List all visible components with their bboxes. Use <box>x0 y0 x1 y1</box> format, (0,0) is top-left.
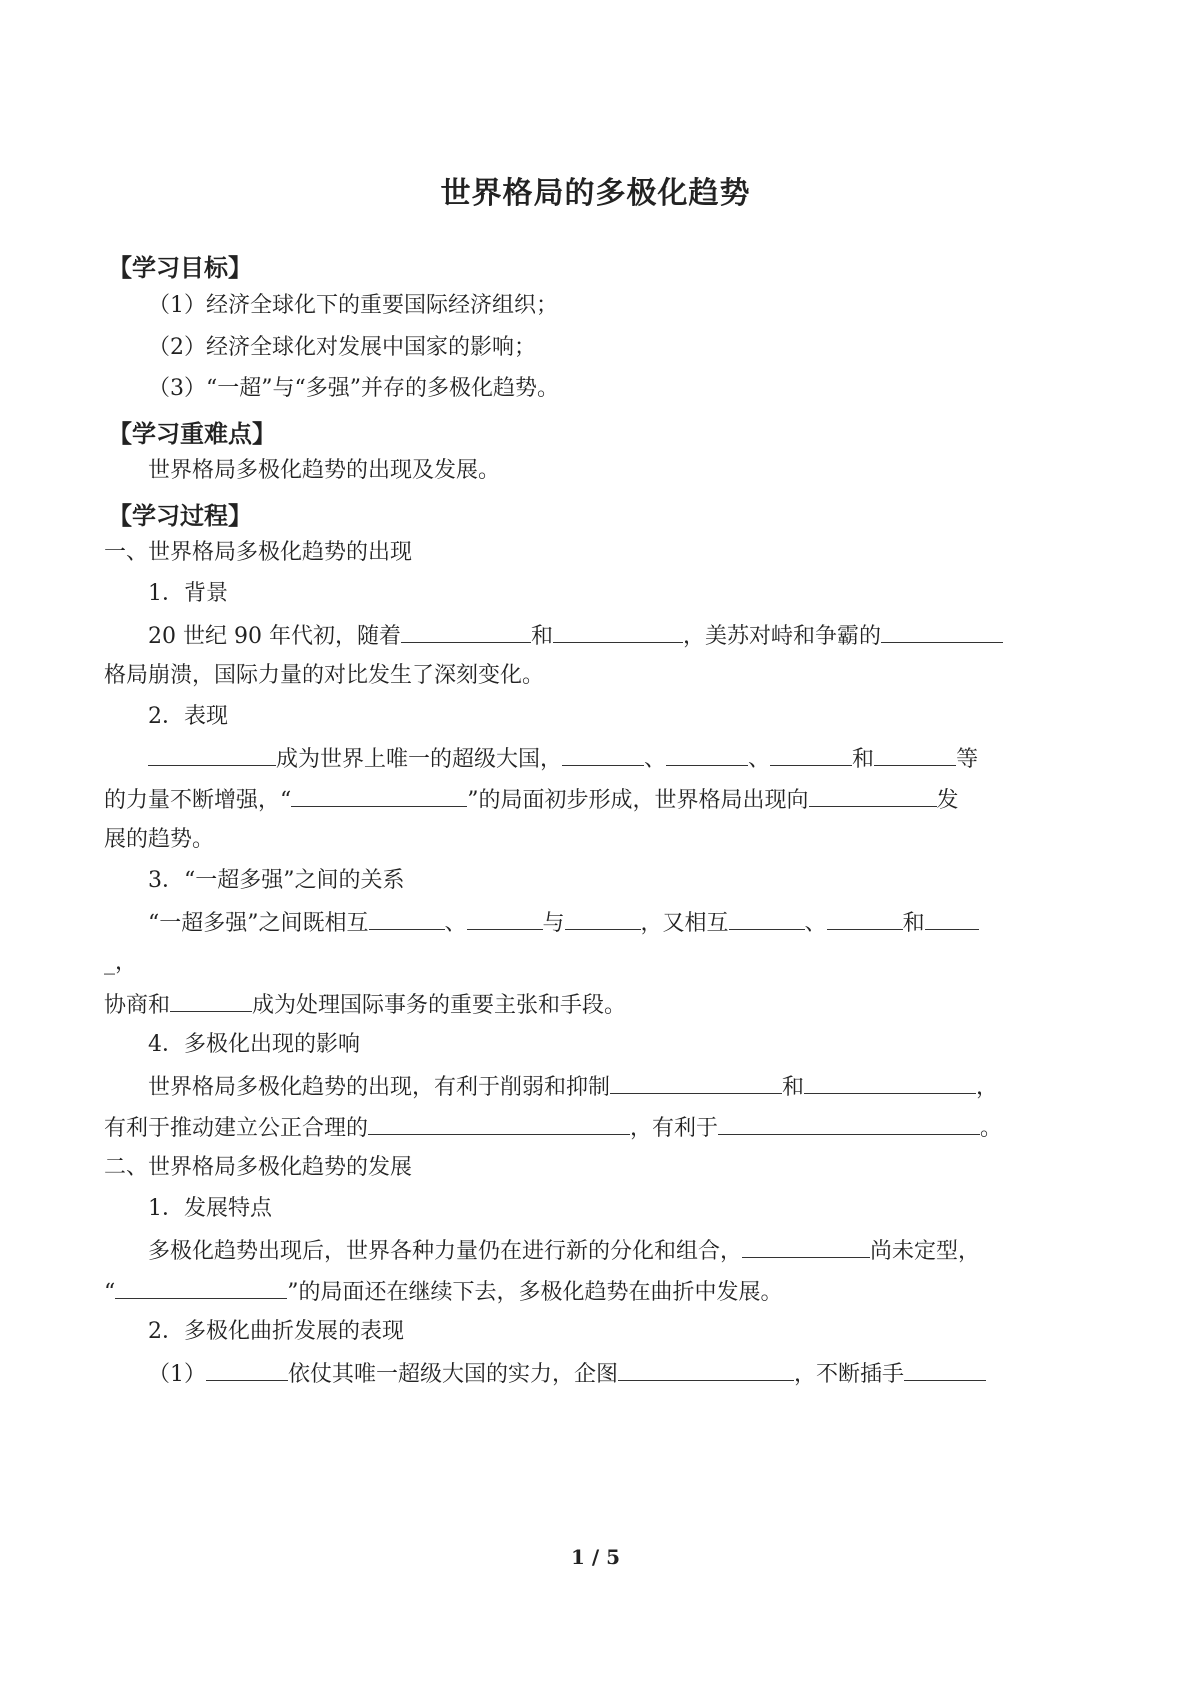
part1-title: 一、世界格局多极化趋势的出现 <box>104 540 413 565</box>
text-segment: 和 <box>852 747 875 772</box>
fill-blank[interactable] <box>369 907 445 930</box>
fill-blank[interactable] <box>148 743 276 766</box>
part1-s2-title: 2．表现 <box>148 704 228 729</box>
text-segment: ，不断插手 <box>794 1362 905 1387</box>
process-heading: 【学习过程】 <box>108 502 252 530</box>
text-segment: 与 <box>542 911 565 936</box>
text-segment: ，又相互 <box>640 911 729 936</box>
text-segment: 等 <box>956 747 979 772</box>
fill-blank[interactable] <box>467 907 543 930</box>
part1-s1-title: 1．背景 <box>148 581 228 606</box>
fill-blank[interactable] <box>874 743 956 766</box>
current-page: 1 <box>570 1545 585 1569</box>
part1-s4-paragraph-cont <box>104 1112 1002 1144</box>
text-segment: 20 世纪 90 年代初，随着 <box>148 624 401 649</box>
text-segment: 发 <box>936 788 959 813</box>
text-segment: 协商和 <box>104 993 171 1018</box>
fill-blank[interactable] <box>618 1358 794 1381</box>
fill-blank[interactable] <box>401 620 531 643</box>
fill-blank[interactable] <box>553 620 683 643</box>
text-segment: 依仗其唯一超级大国的实力，企图 <box>288 1362 619 1387</box>
part1-s3-wrap: _， <box>104 950 138 975</box>
fill-blank[interactable] <box>742 1235 870 1258</box>
fill-blank[interactable] <box>770 743 852 766</box>
text-segment: 成为处理国际事务的重要主张和手段。 <box>252 993 627 1018</box>
part2-s2-paragraph <box>148 1358 986 1390</box>
text-segment: 和 <box>782 1075 805 1100</box>
part1-s2-paragraph-end: 展的趋势。 <box>104 827 215 852</box>
fill-blank[interactable] <box>562 743 644 766</box>
text-segment: ”的局面还在继续下去，多极化趋势在曲折中发展。 <box>287 1280 783 1305</box>
fill-blank[interactable] <box>904 1358 986 1381</box>
text-segment: 、 <box>804 911 827 936</box>
part1-s3-paragraph-cont <box>104 989 626 1021</box>
fill-blank[interactable] <box>666 743 748 766</box>
text-segment: 有利于推动建立公正合理的 <box>104 1116 369 1141</box>
text-segment: 多极化趋势出现后，世界各种力量仍在进行新的分化和组合， <box>148 1239 743 1264</box>
fill-blank[interactable] <box>115 1276 287 1299</box>
page-title: 世界格局的多极化趋势 <box>440 176 751 211</box>
text-segment: 、 <box>644 747 667 772</box>
text-segment: “一超多强”之间既相互 <box>148 911 369 936</box>
part2-s2-title: 2．多极化曲折发展的表现 <box>148 1319 404 1344</box>
part1-s4-title: 4．多极化出现的影响 <box>148 1032 360 1057</box>
fill-blank[interactable] <box>925 907 979 930</box>
part1-s1-paragraph <box>148 620 1003 652</box>
fill-blank[interactable] <box>804 1071 976 1094</box>
text-segment: 和 <box>902 911 925 936</box>
part2-s1-paragraph <box>148 1235 980 1267</box>
text-segment: ，有利于 <box>630 1116 719 1141</box>
fill-blank[interactable] <box>291 784 467 807</box>
goal-item: （2）经济全球化对发展中国家的影响； <box>148 335 536 360</box>
text-segment: 尚未定型， <box>870 1239 981 1264</box>
text-segment: “ <box>104 1280 116 1305</box>
part2-s1-paragraph-cont <box>104 1276 783 1308</box>
part1-s2-paragraph <box>148 743 978 775</box>
part1-s3-paragraph <box>148 907 979 939</box>
part1-s1-paragraph-cont: 格局崩溃，国际力量的对比发生了深刻变化。 <box>104 663 545 688</box>
text-segment: 的力量不断增强，“ <box>104 788 292 813</box>
part1-s2-paragraph-cont <box>104 784 959 816</box>
goal-item: （3）“一超”与“多强”并存的多极化趋势。 <box>148 376 559 401</box>
key-points-text: 世界格局多极化趋势的出现及发展。 <box>148 458 501 483</box>
fill-blank[interactable] <box>809 784 937 807</box>
text-segment: ，美苏对峙和争霸的 <box>682 624 881 649</box>
goals-heading: 【学习目标】 <box>108 254 252 282</box>
fill-blank[interactable] <box>827 907 903 930</box>
text-segment: ， <box>976 1075 999 1100</box>
text-segment: 成为世界上唯一的超级大国， <box>276 747 563 772</box>
part2-title: 二、世界格局多极化趋势的发展 <box>104 1155 413 1180</box>
page-number <box>0 1545 1191 1569</box>
text-segment: ”的局面初步形成，世界格局出现向 <box>467 788 809 813</box>
key-points-heading: 【学习重难点】 <box>108 420 276 448</box>
fill-blank[interactable] <box>206 1358 288 1381</box>
fill-blank[interactable] <box>718 1112 980 1135</box>
page-separator: / <box>584 1545 607 1569</box>
part1-s3-title: 3．“一超多强”之间的关系 <box>148 868 405 893</box>
text-segment: 。 <box>980 1116 1003 1141</box>
text-segment: 和 <box>530 624 553 649</box>
text-segment: 世界格局多极化趋势的出现，有利于削弱和抑制 <box>148 1075 611 1100</box>
total-pages: 5 <box>606 1545 621 1569</box>
goal-item: （1）经济全球化下的重要国际经济组织； <box>148 293 558 318</box>
text-segment: （1） <box>148 1362 206 1387</box>
fill-blank[interactable] <box>729 907 805 930</box>
fill-blank[interactable] <box>610 1071 782 1094</box>
fill-blank[interactable] <box>881 620 1003 643</box>
fill-blank[interactable] <box>565 907 641 930</box>
fill-blank[interactable] <box>368 1112 630 1135</box>
part1-s4-paragraph <box>148 1071 998 1103</box>
part2-s1-title: 1．发展特点 <box>148 1196 272 1221</box>
text-segment: 、 <box>748 747 771 772</box>
text-segment: 、 <box>444 911 467 936</box>
fill-blank[interactable] <box>170 989 252 1012</box>
